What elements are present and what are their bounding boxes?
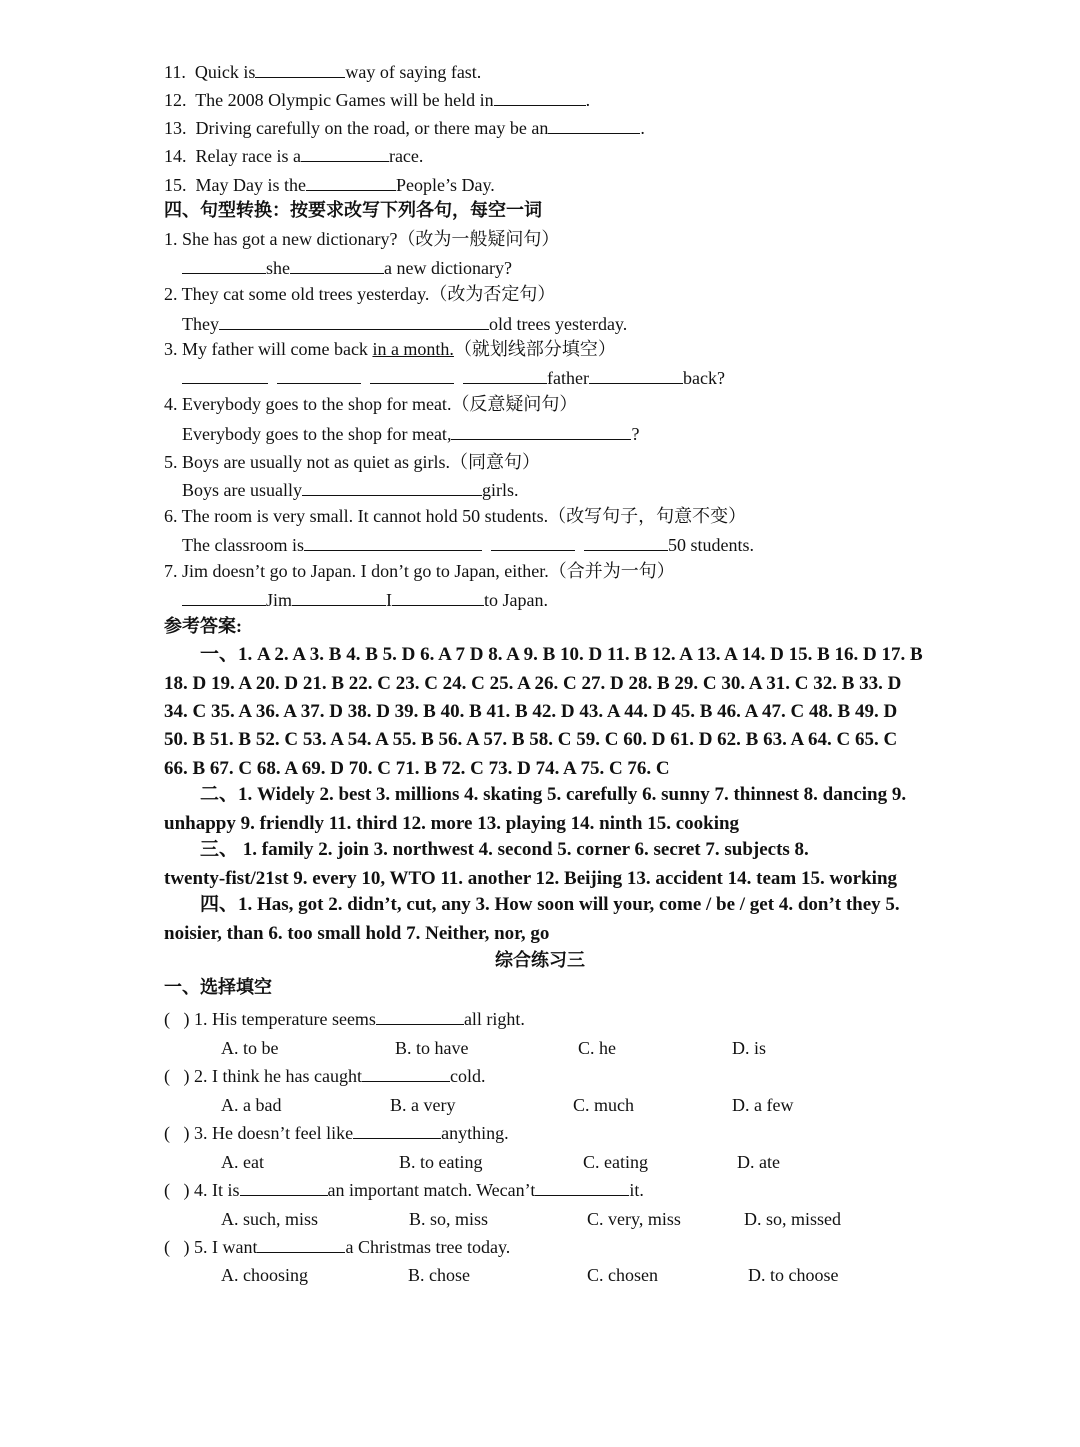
answer-line: 二、1. Widely 2. best 3. millions 4. skating 5. carefully 6. sunny 7. thinnest 8. dancing 9. bbox=[200, 784, 907, 805]
fill-item-15: 15. May Day is the People’s Day. bbox=[164, 175, 495, 195]
answer-blank[interactable] bbox=[584, 535, 668, 551]
option-b[interactable]: B. to have bbox=[395, 1038, 469, 1058]
answer-blank[interactable] bbox=[376, 1009, 464, 1025]
answer-line: twenty-fist/21st 9. every 10, WTO 11. another 12. Beijing 13. accident 14. team 15. working bbox=[164, 868, 898, 889]
answer-blank[interactable] bbox=[182, 590, 266, 606]
option-b[interactable]: B. so, miss bbox=[409, 1209, 489, 1229]
fill-item-13: 13. Driving carefully on the road, or there may be an . bbox=[164, 118, 645, 138]
answer-line: unhappy 9. friendly 11. third 12. more 13. playing 14. ninth 15. cooking bbox=[164, 813, 740, 834]
answer-blank[interactable] bbox=[304, 535, 482, 551]
answer-blank[interactable] bbox=[392, 590, 484, 606]
answer-blank[interactable] bbox=[463, 368, 547, 384]
answer-line: noisier, than 6. too small hold 7. Neither, nor, go bbox=[164, 923, 550, 944]
answer-blank[interactable] bbox=[589, 368, 683, 384]
answer-blank[interactable] bbox=[491, 535, 575, 551]
question-5: 5. Boys are usually not as quiet as girls.（同意句） bbox=[164, 452, 540, 472]
option-d[interactable]: D. ate bbox=[737, 1152, 780, 1172]
answer-line: 50. B 51. B 52. C 53. A 54. A 55. B 56. A 57. B 58. C 59. C 60. D 61. D 62. B 63. A 64. C 65. C bbox=[164, 729, 898, 750]
answer-line-3: father back? bbox=[182, 367, 725, 389]
option-a[interactable]: A. eat bbox=[221, 1152, 264, 1172]
option-a[interactable]: A. a bad bbox=[221, 1095, 282, 1115]
option-c[interactable]: C. eating bbox=[583, 1152, 648, 1172]
mc-question-3: ( ) 3. He doesn’t feel like anything. bbox=[164, 1123, 509, 1143]
answer-blank[interactable] bbox=[290, 258, 384, 274]
answer-blank[interactable] bbox=[255, 62, 345, 78]
option-a[interactable]: A. choosing bbox=[221, 1265, 308, 1285]
question-1: 1. She has got a new dictionary?（改为一般疑问句） bbox=[164, 229, 560, 249]
answer-blank[interactable] bbox=[548, 118, 640, 134]
answer-blank[interactable] bbox=[277, 368, 361, 384]
mc-question-2: ( ) 2. I think he has caught cold. bbox=[164, 1066, 486, 1086]
mc-question-4: ( ) 4. It is an important match. Wecan’t it. bbox=[164, 1180, 644, 1200]
answer-blank[interactable] bbox=[301, 146, 389, 162]
answer-line: 66. B 67. C 68. A 69. D 70. C 71. B 72. C 73. D 74. A 75. C 76. C bbox=[164, 758, 670, 779]
mc-question-1: ( ) 1. His temperature seems all right. bbox=[164, 1009, 525, 1029]
answer-line: 18. D 19. A 20. D 21. B 22. C 23. C 24. C 25. A 26. C 27. D 28. B 29. C 30. A 31. C 32. B 33. D bbox=[164, 673, 902, 694]
option-d[interactable]: D. so, missed bbox=[744, 1209, 842, 1229]
option-d[interactable]: D. is bbox=[732, 1038, 767, 1058]
answer-line: 四、1. Has, got 2. didn’t, cut, any 3. How soon will your, come / be / get 4. don’t they 5. bbox=[200, 894, 900, 915]
fill-item-14: 14. Relay race is a race. bbox=[164, 146, 424, 166]
fill-item-12: 12. The 2008 Olympic Games will be held in . bbox=[164, 90, 591, 110]
option-d[interactable]: D. to choose bbox=[748, 1265, 839, 1285]
answer-line-1: she a new dictionary? bbox=[182, 257, 512, 279]
underlined-phrase: in a month. bbox=[372, 339, 454, 359]
answer-blank[interactable] bbox=[494, 90, 586, 106]
answer-blank[interactable] bbox=[362, 1066, 450, 1082]
answer-blank[interactable] bbox=[370, 368, 454, 384]
option-c[interactable]: C. much bbox=[573, 1095, 634, 1115]
section-heading: 一、选择填空 bbox=[164, 977, 272, 997]
answer-blank[interactable] bbox=[535, 1180, 629, 1196]
answer-blank[interactable] bbox=[353, 1123, 441, 1139]
question-6: 6. The room is very small. It cannot hold 50 students.（改写句子，句意不变） bbox=[164, 506, 747, 526]
option-b[interactable]: B. to eating bbox=[399, 1152, 483, 1172]
answer-line-5: Boys are usually girls. bbox=[182, 480, 519, 500]
answer-line: 一、1. A 2. A 3. B 4. B 5. D 6. A 7 D 8. A 9. B 10. D 11. B 12. A 13. A 14. D 15. B 16. D 17. B bbox=[200, 644, 923, 665]
option-a[interactable]: A. such, miss bbox=[221, 1209, 319, 1229]
answers-heading: 参考答案: bbox=[164, 616, 242, 636]
answer-blank[interactable] bbox=[182, 368, 268, 384]
option-b[interactable]: B. chose bbox=[408, 1265, 470, 1285]
answer-blank[interactable] bbox=[257, 1237, 345, 1253]
answer-blank[interactable] bbox=[306, 175, 396, 191]
option-c[interactable]: C. chosen bbox=[587, 1265, 658, 1285]
answer-line-6: The classroom is 50 students. bbox=[182, 535, 754, 555]
question-4: 4. Everybody goes to the shop for meat.（反意疑问句） bbox=[164, 394, 578, 414]
exercise-title: 综合练习三 bbox=[495, 950, 585, 970]
option-c[interactable]: C. he bbox=[578, 1038, 616, 1058]
option-c[interactable]: C. very, miss bbox=[587, 1209, 681, 1229]
answer-line: 三、 1. family 2. join 3. northwest 4. second 5. corner 6. secret 7. subjects 8. bbox=[200, 839, 809, 860]
option-b[interactable]: B. a very bbox=[390, 1095, 456, 1115]
fill-item-11: 11. Quick is way of saying fast. bbox=[164, 62, 482, 82]
option-a[interactable]: A. to be bbox=[221, 1038, 279, 1058]
question-2: 2. They cat some old trees yesterday.（改为否定句） bbox=[164, 284, 556, 304]
question-7: 7. Jim doesn’t go to Japan. I don’t go to Japan, either.（合并为一句） bbox=[164, 561, 675, 581]
option-d[interactable]: D. a few bbox=[732, 1095, 794, 1115]
answer-blank[interactable] bbox=[292, 590, 386, 606]
answer-line-4: Everybody goes to the shop for meat, ? bbox=[182, 424, 640, 444]
section-heading: 四、句型转换：按要求改写下列各句，每空一词 bbox=[164, 200, 542, 220]
answer-blank[interactable] bbox=[219, 314, 489, 330]
answer-blank[interactable] bbox=[182, 258, 266, 274]
answer-blank[interactable] bbox=[240, 1180, 328, 1196]
answer-blank[interactable] bbox=[302, 480, 482, 496]
answer-line: 34. C 35. A 36. A 37. D 38. D 39. B 40. B 41. B 42. D 43. A 44. D 45. B 46. A 47. C 48. B 49. D bbox=[164, 701, 898, 722]
answer-line-2: They old trees yesterday. bbox=[182, 314, 628, 334]
mc-question-5: ( ) 5. I want a Christmas tree today. bbox=[164, 1237, 511, 1257]
answer-blank[interactable] bbox=[451, 424, 631, 440]
answer-line-7: Jim I to Japan. bbox=[182, 589, 548, 611]
question-3: 3. My father will come back in a month.（就划线部分填空） bbox=[164, 339, 616, 359]
